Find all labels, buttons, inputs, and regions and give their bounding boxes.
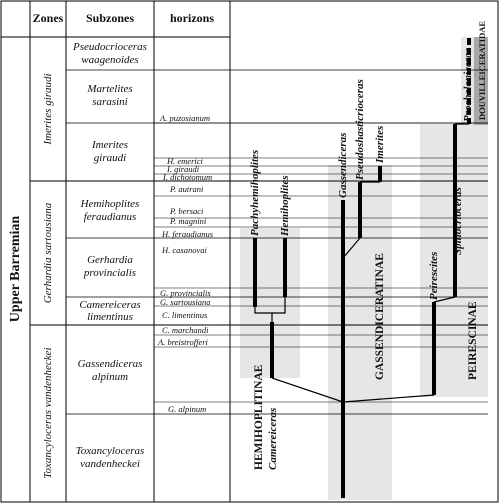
subzone-label: waagenoides (81, 54, 139, 66)
genus-label: Pseudoshasticrioceras (354, 79, 366, 180)
header-zones: Zones (32, 11, 64, 25)
genus-label: Camereiceras (267, 407, 279, 470)
zone-label: Toxancyloceras vandenheckei (42, 347, 54, 479)
header-subzones: Subzones (85, 11, 135, 25)
genus-label: Peirescites (428, 251, 440, 300)
family-label: HEMIHOPLITINAE (253, 364, 265, 470)
subzone-label: provincialis (83, 267, 137, 279)
genus-label: Imerites (374, 125, 386, 163)
genus-label: Procheloniceras (462, 48, 474, 122)
family-label: PEIRESCINAE (467, 301, 479, 380)
subzone-label: Gerhardia (87, 254, 133, 266)
horizon-label: P. autrani (170, 184, 204, 194)
subzone-label: giraudi (93, 152, 127, 164)
header-horizons: horizons (169, 11, 215, 25)
horizon-label: H. feraudianus (162, 229, 213, 239)
horizon-label: G. provincialis (160, 288, 211, 298)
subzone-label: Imerites (91, 139, 129, 151)
horizon-label: A. puzosianum (160, 113, 211, 123)
horizon-label: G. sartousiana (160, 297, 211, 307)
subzone-label: Gassendiceras (77, 358, 143, 370)
horizon-label: G. alpinum (168, 404, 207, 414)
subzone-label: Camereiceras (79, 299, 141, 311)
genus-label: Spinocrioceras (452, 187, 464, 255)
genus-label: Gassendiceras (337, 132, 349, 198)
subzone-label: limentinus (87, 311, 133, 323)
subzone-label: Toxancyloceras (75, 445, 145, 457)
zone-label: Imerites giraudi (42, 73, 54, 145)
subzone-label: feraudianus (83, 211, 137, 223)
horizon-label: P. bersaci (170, 206, 204, 216)
family-label: DOUVILLEICERATIDAE (477, 20, 487, 120)
subzone-label: vandenheckei (80, 458, 140, 470)
horizon-label: I. dichotomum (163, 172, 213, 182)
horizon-label: I. giraudi (167, 164, 200, 174)
genus-label: Pachyhemihoplites (249, 149, 261, 236)
horizon-label: C. marchandi (162, 325, 209, 335)
horizon-label: H. casanovai (162, 245, 207, 255)
subzone-label: Hemihoplites (80, 198, 140, 210)
subzone-label: Pseudocrioceras (73, 41, 147, 53)
horizon-label: C. limentinus (162, 310, 208, 320)
stage-label: Upper Barremian (8, 215, 23, 323)
horizon-label: H. emerici (167, 156, 203, 166)
subzone-label: alpinum (91, 371, 129, 383)
family-label: GASSENDICERATINAE (374, 253, 386, 380)
zone-label: Gerhardia sartousiana (42, 202, 54, 304)
subzone-label: Martelites (87, 83, 133, 95)
genus-label: Hemihoplites (279, 175, 291, 236)
horizon-label: P. magnini (170, 216, 207, 226)
subzone-label: sarasini (92, 96, 128, 108)
horizon-label: A. breistrofferi (158, 337, 208, 347)
